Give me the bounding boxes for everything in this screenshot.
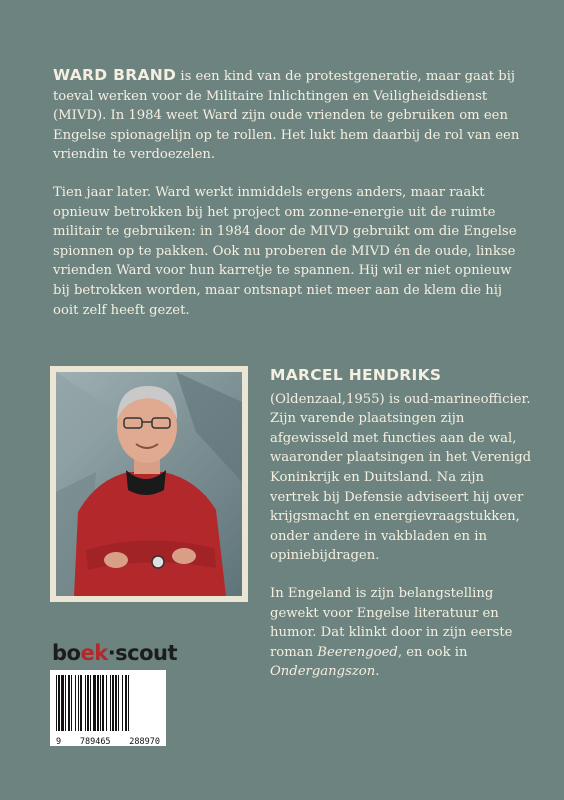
barcode-digits-left: 789465 [79,737,111,747]
author-paragraph-2-mid: , en ook in [397,644,468,660]
author-photo-frame [50,366,248,602]
barcode-bar [56,675,57,731]
book-title-beerengoed: Beerengoed [317,644,398,660]
barcode-bar [58,675,60,731]
barcode-bar [80,675,82,731]
author-paragraph-2 [270,584,535,682]
logo-dot: · [107,641,116,665]
barcode-bar [128,675,129,731]
barcode-bars [56,675,160,731]
author-photo [56,372,242,596]
back-cover-blurb [53,66,523,338]
barcode-bar [68,675,70,731]
author-portrait-illustration [56,372,242,596]
blurb-paragraph-1 [53,66,523,165]
barcode-bar [125,675,127,731]
barcode-bar [85,675,86,731]
barcode-bar [112,675,114,731]
author-bio: (Oldenzaal,1955) is oud-marineofficier. Zijn varende plaatsingen zijn afgewisseld met functies aan de wal, waaronder plaatsingen in het Verenigd Koninkrijk en Duitsland. Na zijn vertrek bij Defensie adviseert hij over krijgsmacht en energievraagstukken, onder andere in vakbladen en in opiniebijdragen. [270,391,532,564]
barcode-digit-first: 9 [56,737,62,747]
author-section [270,366,535,700]
author-name: MARCEL HENDRIKS [270,366,442,384]
barcode-bar [90,675,91,731]
barcode-bar [61,675,64,731]
isbn-barcode [50,670,166,746]
protagonist-name: WARD BRAND [53,66,177,84]
publisher-logo [52,641,177,665]
logo-part-ek: ek [80,641,108,665]
barcode-bar [122,675,123,731]
barcode-digits [56,737,160,747]
barcode-bar [100,675,101,731]
barcode-digits-right: 288970 [129,737,160,747]
barcode-bar [106,675,107,731]
logo-part-scout: scout [115,641,178,665]
barcode-bar [118,675,119,731]
author-paragraph-2-start: In Engeland is zijn belangstelling gewekt voor Engelse literatuur en humor. Dat klinkt door in zijn eerste roman [270,585,513,660]
blurb-paragraph-2: Tien jaar later. Ward werkt inmiddels ergens anders, maar raakt opnieuw betrokken bij het project om zonne-energie uit de ruimte militair te gebruiken: in 1984 door de MIVD gebruikt om die Engelse spionnen op te pakken. Ook nu proberen de MIVD én de oude, linkse vrienden Ward voor hun karretje te spannen. Hij wil er niet opnieuw bij betrokken worden, maar ontsnapt niet meer aan de klem die hij ooit zelf heeft gezet. [53,184,517,318]
book-title-ondergangszon: Ondergangszon [270,664,376,680]
barcode-bar [110,675,111,731]
barcode-bar [71,675,72,731]
barcode-bar [102,675,104,731]
barcode-bar [87,675,89,731]
author-paragraph-2-end: . [375,664,380,680]
barcode-bar [93,675,96,731]
barcode-bar [115,675,117,731]
blurb-paragraph-1-text: is een kind van de protestgeneratie, maar gaat bij toeval werken voor de Militaire Inlichtingen en Veiligheidsdienst (MIVD). In 1984 weet Ward zijn oude vrienden te gebruiken om een Engelse spionagelijn op te rollen. Het lukt hem daarbij de rol van een vriendin te verdoezelen. [53,69,520,163]
logo-part-bo: bo [52,641,81,665]
barcode-bar [75,675,76,731]
barcode-bar [78,675,79,731]
barcode-bar [65,675,66,731]
barcode-bar [97,675,99,731]
